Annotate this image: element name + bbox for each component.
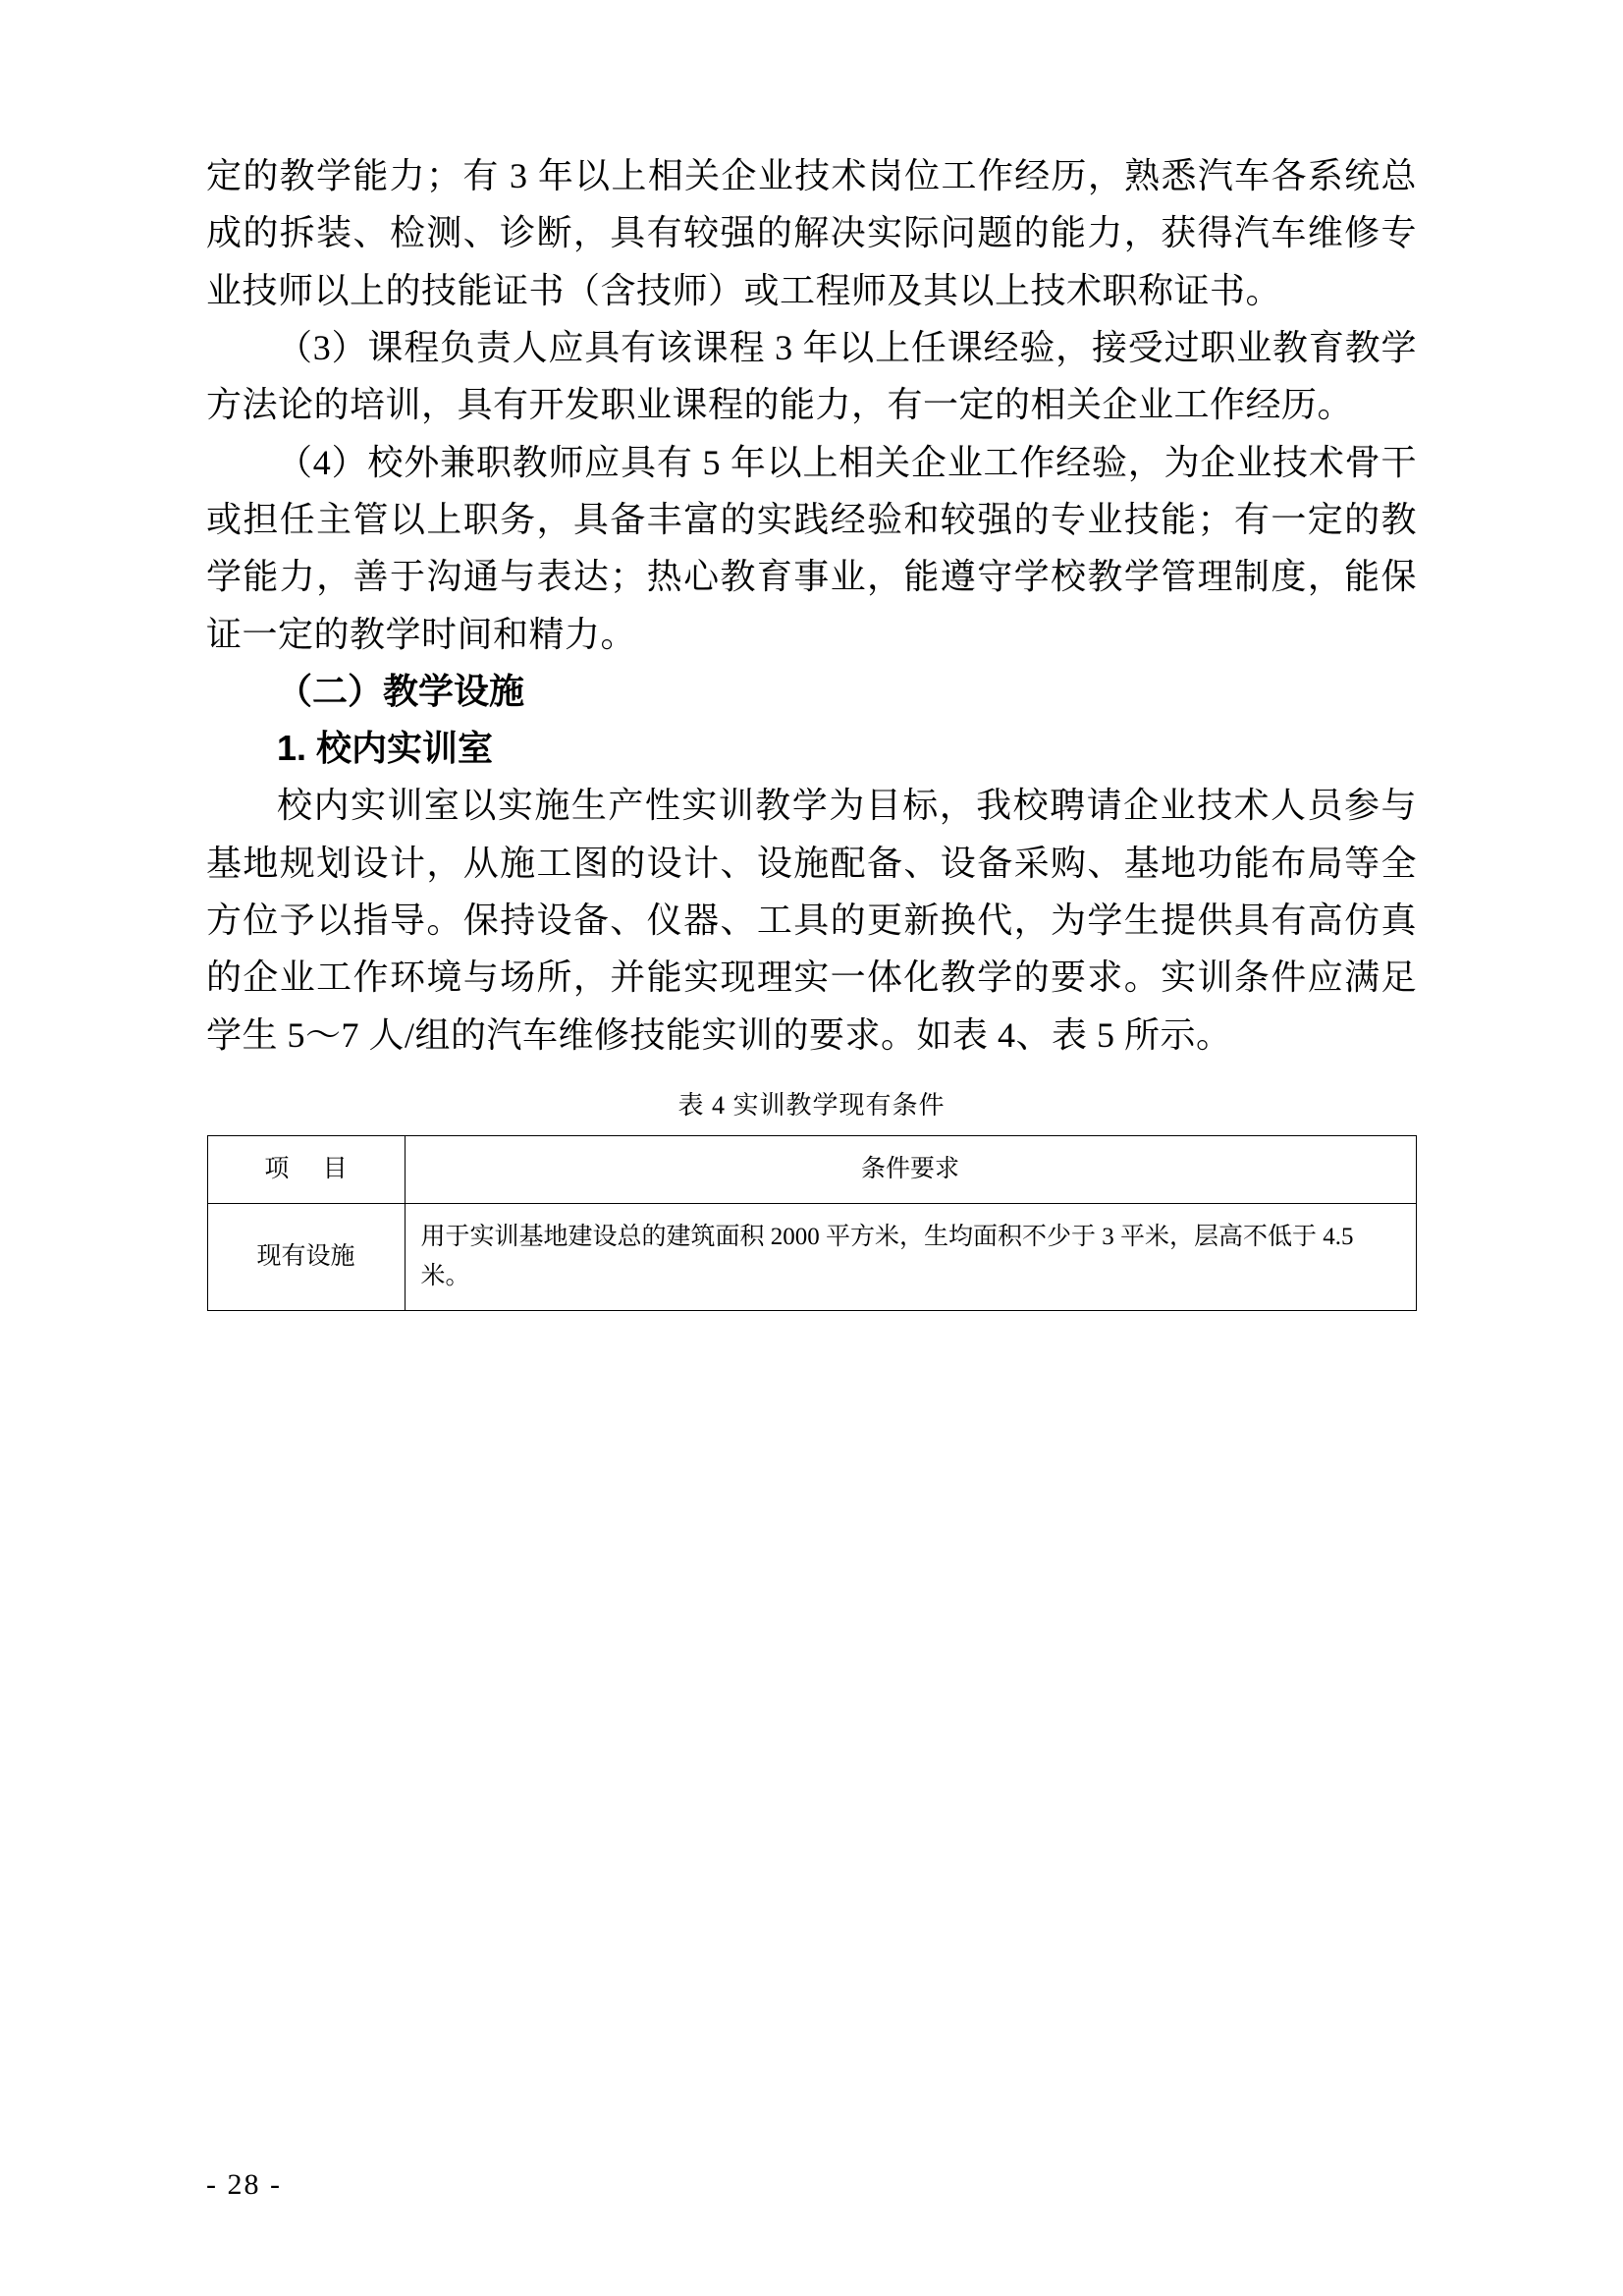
paragraph-2: （3）课程负责人应具有该课程 3 年以上任课经验，接受过职业教育教学方法论的培训，具有开发职业课程的能力，有一定的相关企业工作经历。 <box>206 327 1417 425</box>
paragraph-3: （4）校外兼职教师应具有 5 年以上相关企业工作经验，为企业技术骨干或担任主管以上职务，具备丰富的实践经验和较强的专业技能；有一定的教学能力，善于沟通与表达；热心教育事业，能遵守学校教学管理制度，能保证一定的教学时间和精力。 <box>206 442 1417 654</box>
column-header-requirement: 条件要求 <box>405 1136 1416 1204</box>
page-number: - 28 - <box>206 2168 282 2201</box>
cell-requirement: 用于实训基地建设总的建筑面积 2000 平方米，生均面积不少于 3 平米，层高不低于 4.5 米。 <box>405 1204 1416 1311</box>
table-caption: 表 4 实训教学现有条件 <box>677 1091 946 1120</box>
paragraph-1: 定的教学能力；有 3 年以上相关企业技术岗位工作经历，熟悉汽车各系统总成的拆装、检测、诊断，具有较强的解决实际问题的能力，获得汽车维修专业技师以上的技能证书（含技师）或工程师及其以上技术职称证书。 <box>206 156 1417 310</box>
section-heading: （二）教学设施 <box>277 670 525 711</box>
conditions-table <box>207 1135 1417 1311</box>
paragraph-4: 校内实训室以实施生产性实训教学为目标，我校聘请企业技术人员参与基地规划设计，从施工图的设计、设施配备、设备采购、基地功能布局等全方位予以指导。保持设备、仪器、工具的更新换代，为学生提供具有高仿真的企业工作环境与场所，并能实现理实一体化教学的要求。实训条件应满足学生 5～7 人/组的汽车维修技能实训的要求。如表 4、表 5 所示。 <box>206 786 1417 1055</box>
table-row <box>207 1204 1416 1311</box>
column-header-item: 项 目 <box>207 1136 405 1204</box>
subsection-heading: 1. 校内实训室 <box>277 728 494 769</box>
cell-item: 现有设施 <box>207 1204 405 1311</box>
table-header-row <box>207 1136 1416 1204</box>
